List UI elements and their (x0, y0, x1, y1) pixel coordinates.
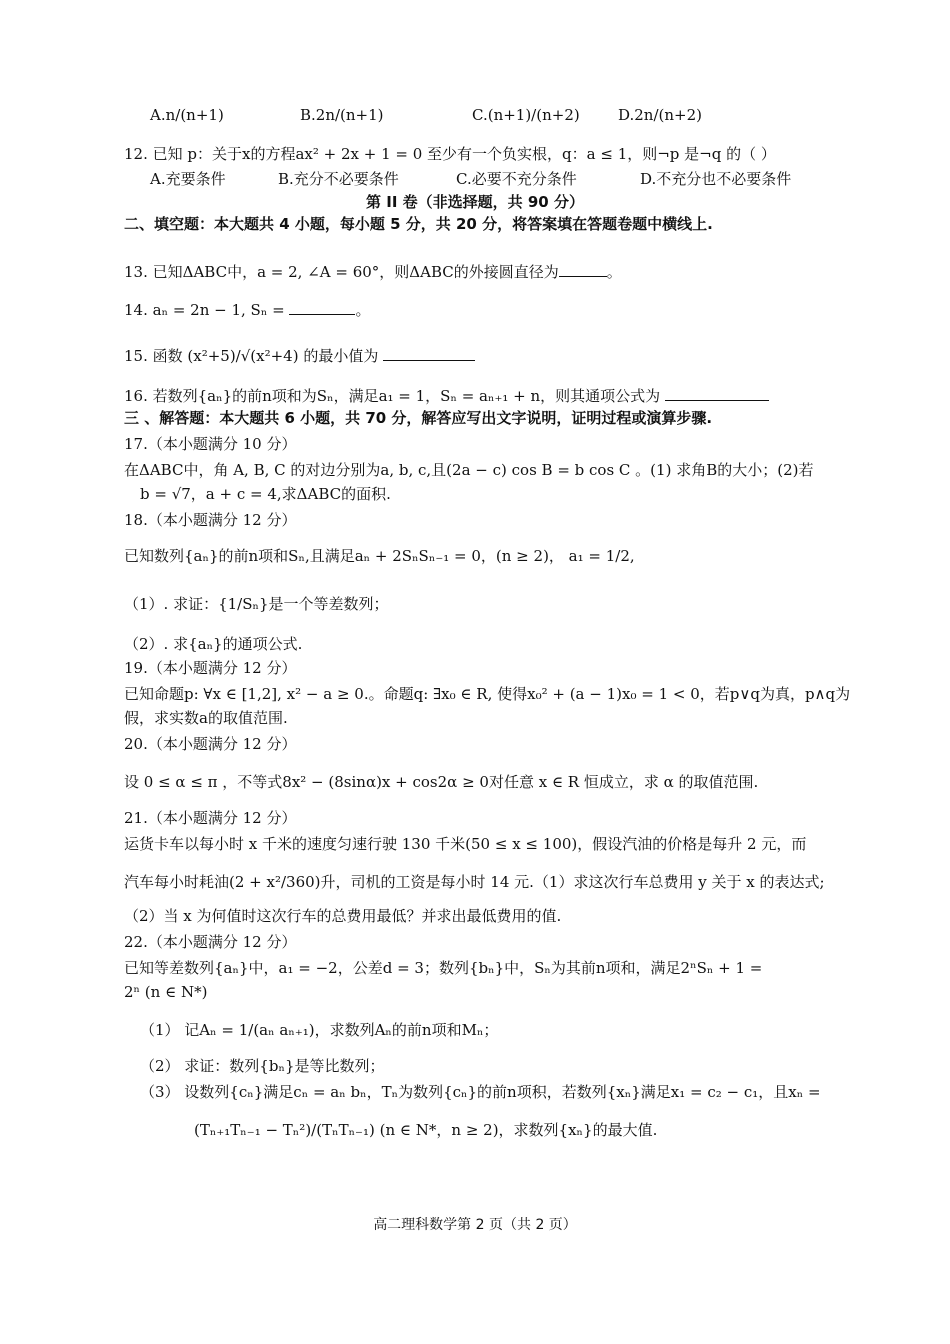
q22-sub3: （3） 设数列{cₙ}满足cₙ = aₙ bₙ，Tₙ为数列{cₙ}的前n项积，若数列{xₙ}满足x₁ = c₂ − c₁，且xₙ = (140, 1083, 821, 1101)
q19-head: 19.（本小题满分 12 分） (124, 659, 297, 677)
q12-text: 12. 已知 p：关于x的方程ax² + 2x + 1 = 0 至少有一个负实根，q：a ≤ 1，则¬p 是¬q 的（ ） (124, 145, 776, 163)
q14-answer-blank[interactable] (289, 300, 355, 315)
q14-end: 。 (355, 301, 371, 319)
section3-header: 三 、解答题：本大题共 6 小题，共 70 分，解答应写出文字说明，证明过程或演算步骤. (124, 409, 713, 427)
q15-line (124, 346, 864, 366)
q18-line1: 已知数列{aₙ}的前n项和Sₙ,且满足aₙ + 2SₙSₙ₋₁ = 0，(n ≥ 2)， a₁ = 1/2, (124, 547, 635, 565)
q12-option-c: C.必要不充分条件 (456, 170, 577, 188)
q20-line1: 设 0 ≤ α ≤ π ，不等式8x² − (8sinα)x + cos2α ≥ 0对任意 x ∈ R 恒成立，求 α 的取值范围. (124, 773, 759, 791)
q22-sub1: （1） 记Aₙ = 1/(aₙ aₙ₊₁)，求数列Aₙ的前n项和Mₙ； (140, 1021, 499, 1039)
q22-sub3-cont: (Tₙ₊₁Tₙ₋₁ − Tₙ²)/(TₙTₙ₋₁) (n ∈ N*，n ≥ 2)，求数列{xₙ}的最大值. (194, 1121, 658, 1139)
q14-line (124, 300, 864, 320)
q18-line2: （1）. 求证：{1/Sₙ}是一个等差数列； (124, 595, 389, 613)
q22-head: 22.（本小题满分 12 分） (124, 933, 297, 951)
q21-line3: （2）当 x 为何值时这次行车的总费用最低？并求出最低费用的值. (124, 907, 562, 925)
q11-option-b: B.2n/(n+1) (300, 106, 384, 124)
q12-option-a: A.充要条件 (150, 170, 226, 188)
q11-option-a: A.n/(n+1) (150, 106, 224, 124)
q11-option-d: D.2n/(n+2) (618, 106, 702, 124)
q18-line3: （2）. 求{aₙ}的通项公式. (124, 635, 303, 653)
q16-line (124, 386, 864, 406)
q14-text: 14. aₙ = 2n − 1, Sₙ = (124, 301, 285, 319)
q19-line1: 已知命题p: ∀x ∈ [1,2], x² − a ≥ 0.。命题q: ∃x₀ ∈ R, 使得x₀² + (a − 1)x₀ = 1 < 0，若p∨q为真，p∧q为 (124, 685, 851, 703)
q19-line2: 假，求实数a的取值范围. (124, 709, 288, 727)
q17-head: 17.（本小题满分 10 分） (124, 435, 297, 453)
q12-option-b: B.充分不必要条件 (278, 170, 399, 188)
section2-header: 二、填空题：本大题共 4 小题，每小题 5 分，共 20 分，将答案填在答题卷题中横线上. (124, 215, 713, 233)
part2-title: 第 II 卷（非选择题，共 90 分） (366, 193, 584, 211)
q21-line1: 运货卡车以每小时 x 千米的速度匀速行驶 130 千米(50 ≤ x ≤ 100)，假设汽油的价格是每升 2 元，而 (124, 835, 807, 853)
q20-head: 20.（本小题满分 12 分） (124, 735, 297, 753)
q22-line1: 已知等差数列{aₙ}中，a₁ = −2，公差d = 3；数列{bₙ}中，Sₙ为其前n项和，满足2ⁿSₙ + 1 = (124, 959, 763, 977)
q13-line (124, 262, 864, 282)
q21-head: 21.（本小题满分 12 分） (124, 809, 297, 827)
q18-head: 18.（本小题满分 12 分） (124, 511, 297, 529)
q16-answer-blank[interactable] (665, 386, 769, 401)
q15-text: 15. 函数 (x²+5)/√(x²+4) 的最小值为 (124, 347, 379, 365)
q17-line2: b = √7，a + c = 4,求ΔABC的面积. (140, 485, 391, 503)
page-footer: 高二理科数学第 2 页（共 2 页） (373, 1217, 577, 1233)
q21-line2: 汽车每小时耗油(2 + x²/360)升，司机的工资是每小时 14 元.（1）求这次行车总费用 y 关于 x 的表达式; (124, 873, 825, 891)
q16-text: 16. 若数列{aₙ}的前n项和为Sₙ，满足a₁ = 1，Sₙ = aₙ₊₁ + n，则其通项公式为 (124, 387, 661, 405)
q22-sub2: （2） 求证：数列{bₙ}是等比数列； (140, 1057, 385, 1075)
q22-line2: 2ⁿ (n ∈ N*) (124, 983, 208, 1001)
q15-answer-blank[interactable] (383, 346, 475, 361)
q12-option-d: D.不充分也不必要条件 (640, 170, 792, 188)
q13-text: 13. 已知ΔABC中，a = 2, ∠A = 60°，则ΔABC的外接圆直径为 (124, 263, 559, 281)
q13-answer-blank[interactable] (559, 262, 607, 277)
q11-option-c: C.(n+1)/(n+2) (472, 106, 580, 124)
q13-end: 。 (606, 263, 622, 281)
q17-line1: 在ΔABC中，角 A, B, C 的对边分别为a, b, c,且(2a − c) cos B = b cos C 。(1) 求角B的大小；(2)若 (124, 461, 814, 479)
